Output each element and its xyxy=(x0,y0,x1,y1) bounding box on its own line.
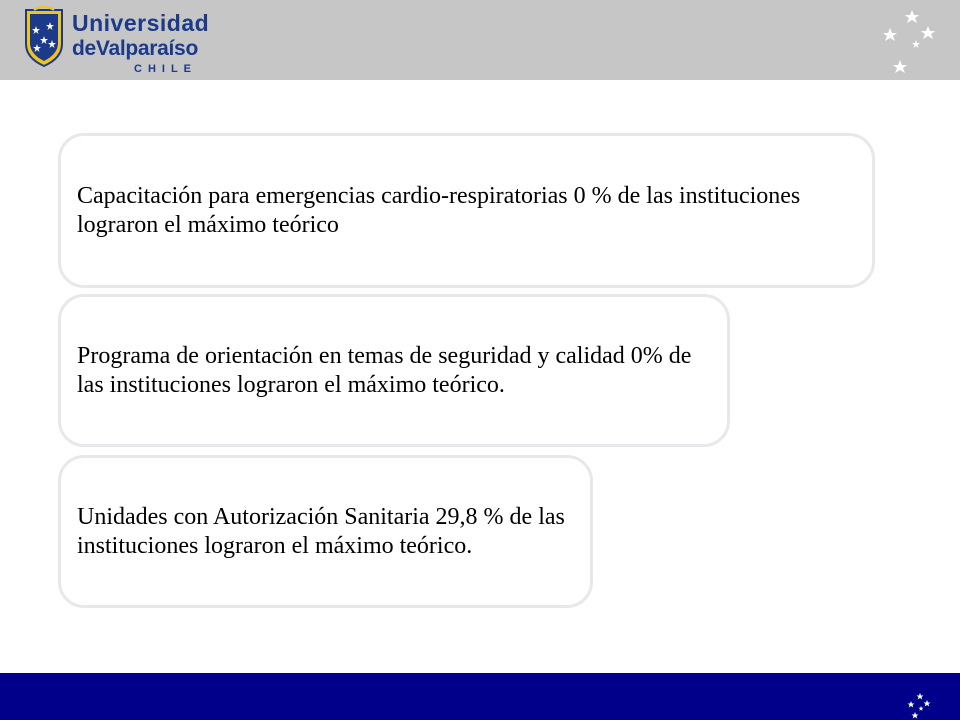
university-shield-icon xyxy=(22,6,66,68)
footer-bar xyxy=(0,673,960,720)
logo-line-universidad: Universidad xyxy=(72,10,210,36)
university-logo[interactable] xyxy=(22,2,210,78)
header-bar xyxy=(0,0,960,80)
item-card-sanitary-authorization xyxy=(58,455,593,608)
stars-constellation-icon xyxy=(880,6,940,78)
small-stars-icon xyxy=(906,691,932,719)
item-text-emergency-training: Capacitación para emergencias cardio-respiratorias 0 % de las instituciones lograron el máximo teórico xyxy=(77,182,801,238)
item-text-sanitary-authorization: Unidades con Autorización Sanitaria 29,8 % de las instituciones lograron el máximo teórico. xyxy=(77,503,565,559)
university-name xyxy=(72,12,209,75)
item-card-orientation-program xyxy=(58,294,730,447)
logo-line-valparaiso: deValparaíso xyxy=(72,37,198,60)
logo-line-chile: CHILE xyxy=(134,63,197,75)
item-card-emergency-training xyxy=(58,133,875,288)
item-text-orientation-program: Programa de orientación en temas de seguridad y calidad 0% de las instituciones lograron el máximo teórico. xyxy=(77,342,692,398)
